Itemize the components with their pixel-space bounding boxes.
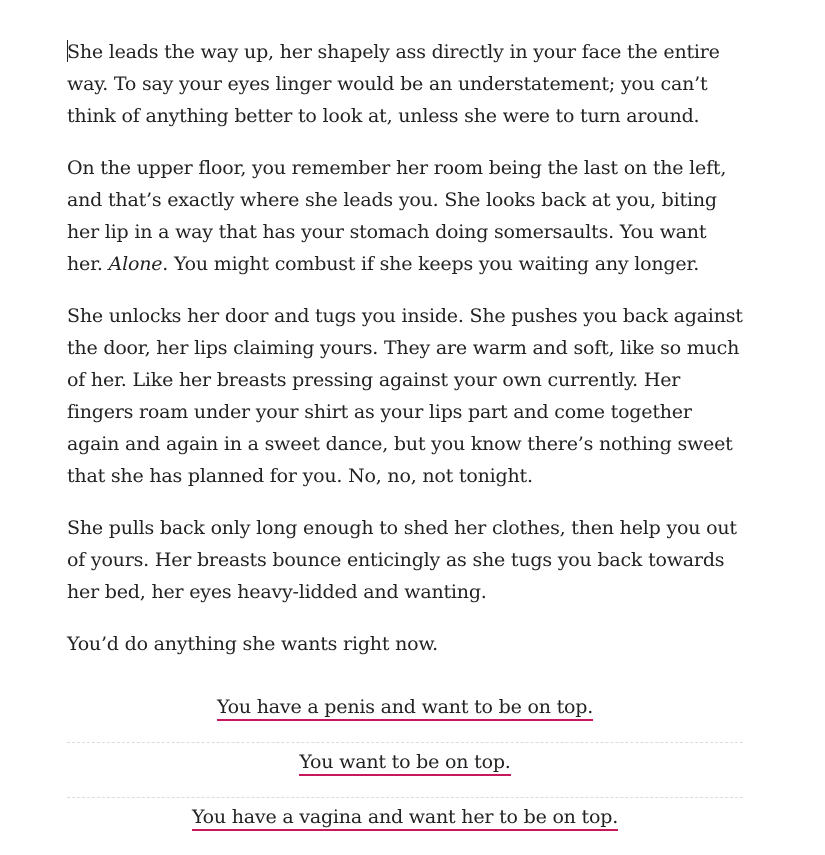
paragraph-2-text-b: . You might combust if she keeps you waiting any longer. [162,253,700,275]
paragraph-4: She pulls back only long enough to shed her clothes, then help you out of yours. Her breasts bounce enticingly as she tugs you back towards her bed, her eyes heavy-lidded and wanting. [67,517,737,603]
choice-link-be-on-top[interactable]: You want to be on top. [299,751,510,776]
paragraph-3: She unlocks her door and tugs you inside. She pushes you back against the door, her lips claiming yours. They are warm and soft, like so much of her. Like her breasts pressing against your own currently. Her fingers roam under your shirt as your lips part and come together again and again in a sweet dance, but you know there’s nothing sweet that she has planned for you. No, no, not tonight. [67,305,743,487]
paragraph-2-emphasis: Alone [108,253,163,275]
choice-link-vagina-her-top[interactable]: You have a vagina and want her to be on top. [192,806,618,831]
choice-item [67,742,743,797]
choice-link-penis-top[interactable]: You have a penis and want to be on top. [217,696,593,721]
paragraph-5: You’d do anything she wants right now. [67,633,439,655]
choice-item [67,797,743,852]
paragraph-2 [67,152,747,280]
paragraph-1-text: She leads the way up, her shapely ass directly in your face the entire way. To say your eyes linger would be an understatement; you can’t think of anything better to look at, unless she were to turn around. [67,41,720,127]
choice-list [67,688,743,852]
paragraph-2-text-a: On the upper floor, you remember her room being the last on the left, and that’s exactly where she leads you. She looks back at you, biting her lip in a way that has your stomach doing somersaults. You want her. [67,157,727,275]
choice-item [67,688,743,742]
paragraph-1 [67,36,747,132]
story-passage [67,36,747,680]
